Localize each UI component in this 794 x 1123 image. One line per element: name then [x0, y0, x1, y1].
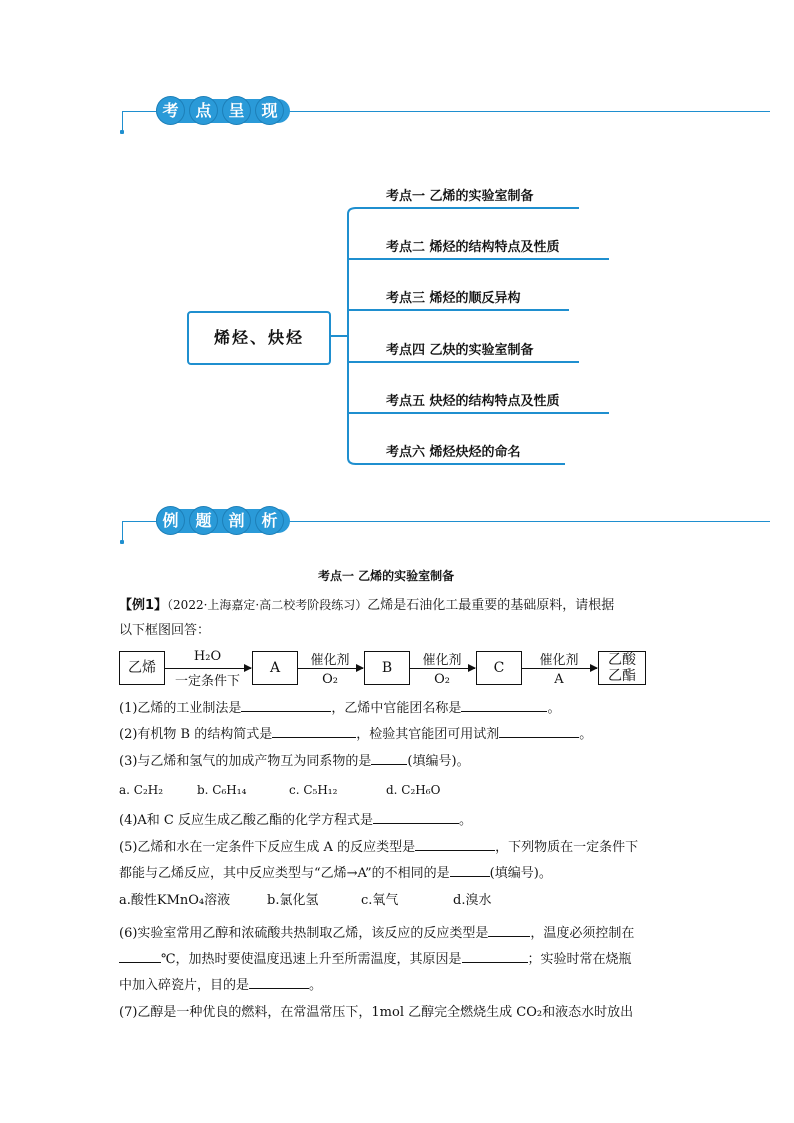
answer-blank[interactable] — [373, 811, 459, 824]
example-label: 【例1】 — [119, 598, 168, 613]
flow-arrow-label: 一定条件下 — [174, 674, 240, 689]
q6-text: ，温度必须控制在 — [530, 926, 635, 941]
flow-box-end — [598, 651, 646, 685]
answer-blank[interactable] — [415, 838, 495, 851]
q5-text: (填编号)。 — [489, 866, 552, 881]
q5-text: (5)乙烯和水在一定条件下反应生成 A 的反应类型是 — [119, 840, 416, 855]
example-intro-line — [119, 597, 614, 614]
q6-text: 中加入碎瓷片，目的是 — [119, 978, 250, 993]
flow-end-line: 乙酯 — [608, 668, 636, 684]
flow-arrow — [521, 668, 597, 669]
q5-text: 都能与乙烯反应，其中反应类型与“乙烯→A”的不相同的是 — [119, 866, 450, 881]
flow-arrow — [297, 668, 363, 669]
q4-text: (4)A和 C 反应生成乙酸乙酯的化学方程式是 — [119, 813, 374, 828]
option: b. C₆H₁₄ — [197, 783, 247, 797]
header-char: 点 — [190, 97, 217, 124]
header-char: 考 — [157, 97, 184, 124]
branch-line — [355, 309, 569, 311]
answer-blank[interactable] — [272, 725, 356, 738]
q4-text: 。 — [459, 813, 473, 828]
q2-text: (2)有机物 B 的结构简式是 — [119, 727, 273, 742]
header-char: 题 — [190, 507, 217, 534]
question-6-cont — [119, 950, 632, 968]
branch-label: 考点六 烯烃炔烃的命名 — [386, 445, 521, 460]
answer-blank[interactable] — [371, 752, 407, 765]
example-intro-2: 以下框图回答： — [119, 623, 211, 638]
branch-label: 考点四 乙炔的实验室制备 — [386, 343, 534, 358]
example-intro: 乙烯是石油化工最重要的基础原料，请根据 — [367, 598, 615, 613]
q1-text: 。 — [547, 701, 561, 716]
flow-arrow — [164, 668, 251, 669]
question-6-cont — [119, 976, 322, 994]
question-6 — [119, 924, 634, 942]
option: d.溴水 — [453, 893, 492, 908]
answer-blank[interactable] — [249, 976, 309, 989]
q1-text: (1)乙烯的工业制法是 — [119, 701, 242, 716]
flow-arrow-label: O₂ — [434, 672, 450, 687]
q6-text: (6)实验室常用乙醇和浓硫酸共热制取乙烯，该反应的反应类型是 — [119, 926, 489, 941]
flow-arrow-label: A — [554, 672, 564, 687]
flow-box-a: A — [252, 651, 298, 685]
header-tick — [122, 521, 123, 541]
question-5-cont — [119, 864, 552, 882]
header-char: 呈 — [223, 97, 250, 124]
flow-end-line: 乙酸 — [608, 652, 636, 668]
branch-line — [355, 207, 579, 209]
flow-arrow-label: 催化剂 — [539, 653, 579, 668]
flow-box-start: 乙烯 — [119, 651, 165, 685]
question-7: (7)乙醇是一种优良的燃料，在常温常压下，1mol 乙醇完全燃烧生成 CO₂和液态水时放出 — [119, 1005, 634, 1020]
example-source: （2022·上海嘉定·高二校考阶段练习） — [167, 598, 368, 612]
header-char: 析 — [256, 507, 283, 534]
answer-blank[interactable] — [462, 950, 528, 963]
q2-text: ，检验其官能团可用试剂 — [356, 727, 500, 742]
mindmap-root: 烯烃、炔烃 — [187, 311, 331, 365]
flow-arrow-label: 催化剂 — [310, 653, 350, 668]
question-2 — [119, 725, 592, 743]
branch-label: 考点二 烯烃的结构特点及性质 — [386, 240, 560, 255]
answer-blank[interactable] — [241, 699, 331, 712]
branch-line — [355, 361, 579, 363]
branch-line — [355, 463, 565, 465]
answer-blank[interactable] — [488, 924, 530, 937]
header-char: 例 — [157, 507, 184, 534]
option: b.氯化氢 — [267, 893, 319, 908]
answer-blank[interactable] — [499, 725, 579, 738]
q5-text: ，下列物质在一定条件下 — [495, 840, 639, 855]
q6-text: ；实验时常在烧瓶 — [527, 952, 632, 967]
flow-arrow-label: H₂O — [193, 649, 222, 664]
answer-blank[interactable] — [450, 864, 490, 877]
header-char: 现 — [256, 97, 283, 124]
flow-arrow-label: O₂ — [322, 672, 338, 687]
question-4 — [119, 811, 472, 829]
flow-arrow — [409, 668, 475, 669]
flow-box-c: C — [476, 651, 522, 685]
flow-box-b: B — [364, 651, 410, 685]
question-3 — [119, 752, 470, 770]
q6-text: ℃，加热时要使温度迅速上升至所需温度，其原因是 — [161, 952, 462, 967]
option: c. C₅H₁₂ — [289, 783, 338, 797]
option: c.氧气 — [361, 893, 399, 908]
branch-label: 考点五 炔烃的结构特点及性质 — [386, 394, 560, 409]
branch-line — [355, 258, 609, 260]
q3-text: (3)与乙烯和氢气的加成产物互为同系物的是 — [119, 754, 372, 769]
flow-arrow-label: 催化剂 — [422, 653, 462, 668]
q3-text: (填编号)。 — [407, 754, 470, 769]
header-char: 剖 — [223, 507, 250, 534]
branch-label: 考点一 乙烯的实验室制备 — [386, 189, 534, 204]
branch-label: 考点三 烯烃的顺反异构 — [386, 291, 521, 306]
q6-text: 。 — [309, 978, 323, 993]
branch-line — [355, 412, 609, 414]
question-5 — [119, 838, 638, 856]
option: a. C₂H₂ — [119, 783, 164, 797]
option: a.酸性KMnO₄溶液 — [119, 893, 231, 908]
question-1 — [119, 699, 560, 717]
subtitle: 考点一 乙烯的实验室制备 — [318, 569, 455, 583]
answer-blank[interactable] — [119, 950, 161, 963]
option: d. C₂H₆O — [386, 783, 441, 797]
q1-text: ，乙烯中官能团名称是 — [331, 701, 462, 716]
q2-text: 。 — [579, 727, 593, 742]
answer-blank[interactable] — [461, 699, 547, 712]
header-dot — [120, 540, 124, 544]
